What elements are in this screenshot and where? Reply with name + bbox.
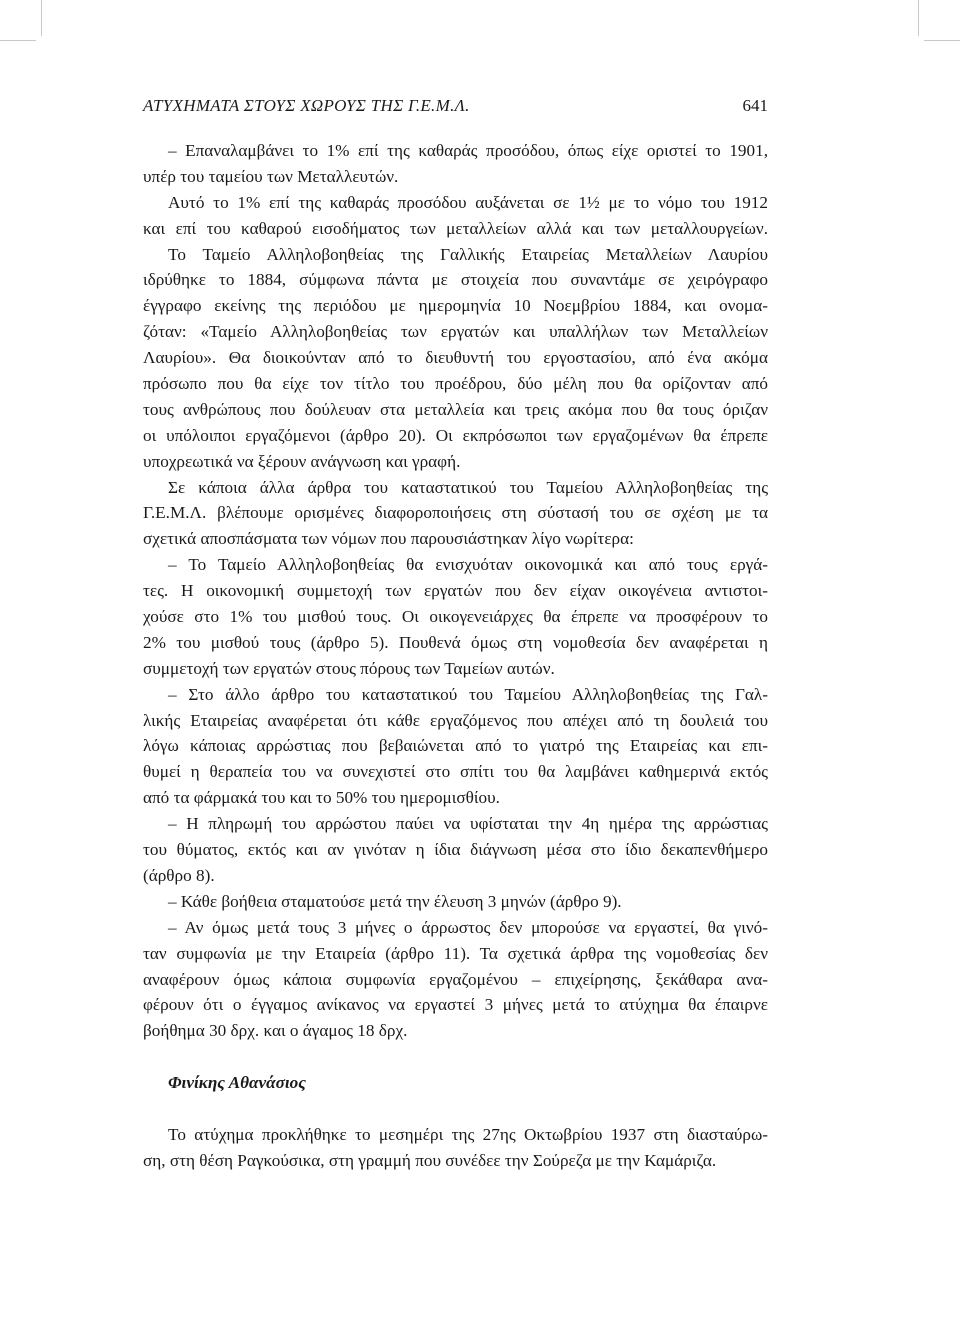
text-line: – Αν όμως μετά τους 3 μήνες ο άρρωστος δεν μπορούσε να εργαστεί, θα γινό- <box>168 917 768 937</box>
text-line: – Το Ταμείο Αλληλοβοηθείας θα ενισχυόταν οικονομικά και από τους εργά- <box>168 555 768 575</box>
text-line: υπέρ του ταμείου των Μεταλλευτών. <box>143 166 399 186</box>
crop-mark-top-left <box>41 0 42 36</box>
text-line: τες. Η οικονομική συμμετοχή των εργατών που δεν είχαν οικογένεια αντιστοι- <box>143 581 768 601</box>
text-line: θυμεί η θεραπεία του να συνεχιστεί στο σπίτι του θα λαμβάνει καθημερινά εκτός <box>143 762 768 782</box>
text-line: Το Ταμείο Αλληλοβοηθείας της Γαλλικής Εταιρείας Μεταλλείων Λαυρίου <box>168 244 768 264</box>
spacer <box>143 1096 768 1122</box>
text-line: 2% του μισθού τους (άρθρο 5). Πουθενά όμως στη νομοθεσία δεν αναφέρεται η <box>143 632 768 652</box>
text-line: – Επαναλαμβάνει το 1% επί της καθαράς προσόδου, όπως είχε οριστεί το 1901, <box>168 141 768 160</box>
text-line: και επί του καθαρού εισοδήματος των μεταλλείων αλλά και των μεταλλουργείων. <box>143 218 768 238</box>
text-line: – Κάθε βοήθεια σταματούσε μετά την έλευση 3 μηνών (άρθρο 9). <box>168 891 622 911</box>
text-line: σχετικά αποσπάσματα των νόμων που παρουσιάστηκαν λίγο νωρίτερα: <box>143 529 634 549</box>
running-title: ΑΤΥΧΗΜΑΤΑ ΣΤΟΥΣ ΧΩΡΟΥΣ ΤΗΣ Γ.Ε.Μ.Λ. <box>143 96 470 115</box>
crop-mark-left-top <box>0 40 36 41</box>
text-line: συμμετοχή των εργατών στους πόρους των Ταμείων αυτών. <box>143 658 555 678</box>
crop-mark-right-top <box>924 40 960 41</box>
text-line: οι υπόλοιποι εργαζόμενοι (άρθρο 20). Οι εκπρόσωποι των εργαζομένων θα έπρεπε <box>143 425 768 445</box>
text-line: έγγραφο εκείνης της περιόδου με ημερομηνία 10 Νοεμβρίου 1884, και ονομα- <box>143 296 768 316</box>
text-line: τους ανθρώπους που δούλευαν στα μεταλλεία και τρεις ακόμα που θα τους όριζαν <box>143 399 768 419</box>
text-line: λόγω κάποιας αρρώστιας που βεβαιώνεται από το γιατρό της Εταιρείας και επι- <box>143 736 768 756</box>
spacer <box>143 1044 768 1070</box>
text-line: χούσε στο 1% του μισθού τους. Οι οικογενειάρχες θα έπρεπε να προσφέρουν το <box>143 607 768 627</box>
text-line: ιδρύθηκε το 1884, σύμφωνα πάντα με στοιχεία που συναντάμε σε χειρόγραφο <box>143 270 768 290</box>
body-text <box>143 138 768 1174</box>
text-line: ταν συμφωνία με την Εταιρεία (άρθρο 11). Τα σχετικά άρθρα της νομοθεσίας δεν <box>143 943 768 963</box>
text-line: Λαυρίου». Θα διοικούνταν από το διευθυντή του εργοστασίου, από ένα ακόμα <box>143 348 768 368</box>
text-line: – Στο άλλο άρθρο του καταστατικού του Ταμείου Αλληλοβοηθείας της Γαλ- <box>168 684 768 704</box>
text-line: πρόσωπο που θα είχε τον τίτλο του προέδρου, δύο μέλη που θα ορίζονταν από <box>143 374 768 394</box>
text-line: – Η πληρωμή του αρρώστου παύει να υφίσταται την 4η ημέρα της αρρώστιας <box>168 814 768 834</box>
text-line: Αυτό το 1% επί της καθαράς προσόδου αυξάνεται σε 1½ με το νόμο του 1912 <box>168 192 768 212</box>
text-line: ση, στη θέση Ραγκούσικα, στη γραμμή που συνέδεε την Σούρεζα με την Καμάριζα. <box>143 1150 717 1170</box>
section-title: Φινίκης Αθανάσιος <box>168 1073 306 1093</box>
text-line: Γ.Ε.Μ.Λ. βλέπουμε ορισμένες διαφοροποιήσεις στη σύστασή του σε σχέση με τα <box>143 503 768 523</box>
text-line: αναφέρουν όμως κάποια συμφωνία εργαζομένου – επιχείρησης, ξεκάθαρα ανα- <box>143 969 768 989</box>
text-line: του θύματος, εκτός και αν γινόταν η ίδια διάγνωση μέσα στο ίδιο δεκαπενθήμερο <box>143 840 768 860</box>
page-number: 641 <box>742 96 768 115</box>
running-head <box>143 96 768 122</box>
text-line: ζόταν: «Ταμείο Αλληλοβοηθείας των εργατών και υπαλλήλων των Μεταλλείων <box>143 322 768 342</box>
text-line: Το ατύχημα προκλήθηκε το μεσημέρι της 27ης Οκτωβρίου 1937 στη διασταύρω- <box>168 1124 768 1144</box>
crop-mark-top-right <box>918 0 919 36</box>
text-line: από τα φάρμακά του και το 50% του ημερομισθίου. <box>143 788 500 808</box>
text-line: Σε κάποια άλλα άρθρα του καταστατικού του Ταμείου Αλληλοβοηθείας της <box>168 477 768 497</box>
text-line: βοήθημα 30 δρχ. και ο άγαμος 18 δρχ. <box>143 1021 408 1041</box>
text-line: φέρουν ότι ο έγγαμος ανίκανος να εργαστεί 3 μήνες μετά το ατύχημα θα έπαιρνε <box>143 995 768 1015</box>
text-line: υποχρεωτικά να ξέρουν ανάγνωση και γραφή. <box>143 451 461 471</box>
text-line: λικής Εταιρείας αναφέρεται ότι κάθε εργαζόμενος που απέχει από τη δουλειά του <box>143 710 768 730</box>
text-line: (άρθρο 8). <box>143 865 215 885</box>
